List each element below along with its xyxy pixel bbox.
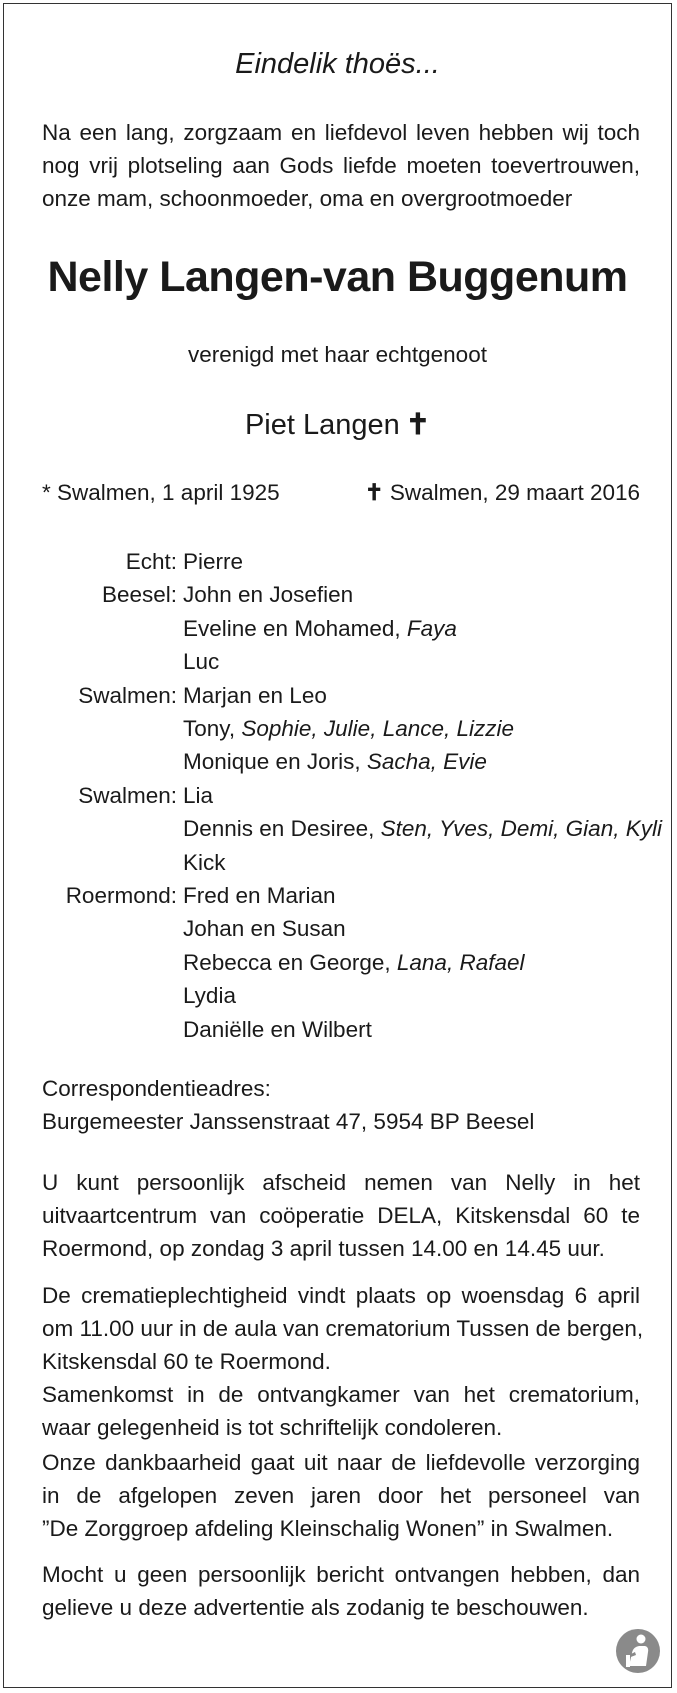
family-members: Lia — [183, 782, 214, 808]
farewell-line: Roermond, op zondag 3 april tussen 14.00 en 14.45 uur. — [42, 1236, 605, 1261]
family-place — [42, 712, 177, 745]
family-members: Johan en Susan — [183, 916, 346, 942]
family-names — [177, 545, 243, 578]
gratitude-line: in de afgelopen zeven jaren door het personeel van — [42, 1483, 640, 1508]
correspondence-address: Burgemeester Janssenstraat 47, 5954 BP Beesel — [42, 1109, 535, 1134]
family-place — [42, 912, 177, 945]
family-grandchildren: Sophie, Julie, Lance, Lizzie — [241, 716, 515, 742]
family-grandchildren: Sacha, Evie — [366, 749, 487, 775]
gratitude-paragraph — [42, 1446, 640, 1545]
spouse-name: Piet Langen — [244, 409, 400, 441]
intro-line: onze mam, schoonmoeder, oma en overgrootmoeder — [42, 186, 573, 211]
family-names — [177, 846, 226, 879]
family-place — [42, 1013, 177, 1046]
family-row — [42, 745, 642, 778]
family-members: Pierre — [183, 549, 244, 574]
family-row — [42, 679, 642, 712]
cremation-paragraph — [42, 1279, 644, 1444]
family-members: Monique en Joris, — [183, 749, 367, 775]
family-place: Swalmen: — [78, 782, 177, 808]
family-members: Dennis en Desiree, — [183, 816, 381, 842]
family-row — [42, 545, 642, 578]
gratitude-line: Onze dankbaarheid gaat uit naar de liefdevolle verzorging — [42, 1450, 640, 1475]
family-place — [42, 846, 177, 879]
family-place: Beesel: — [101, 582, 177, 608]
family-grandchildren: Lana, Rafael — [396, 949, 525, 975]
farewell-line: uitvaartcentrum van coöperatie DELA, Kitskensdal 60 te — [42, 1203, 640, 1228]
closing-line: Mocht u geen persoonlijk bericht ontvangen hebben, dan — [42, 1562, 640, 1587]
gathering-line: waar gelegenheid is tot schriftelijk condoleren. — [42, 1415, 503, 1440]
obituary-card — [3, 3, 672, 1688]
family-place: Roermond: — [65, 883, 177, 909]
cross-icon: ✝ — [405, 409, 431, 441]
family-grandchildren: Faya — [406, 615, 457, 641]
memorial-logo-icon — [615, 1628, 661, 1674]
spouse — [4, 407, 671, 442]
cremation-line: De crematieplechtigheid vindt plaats op woensdag 6 april — [42, 1283, 640, 1308]
family-members: Lydia — [183, 983, 236, 1009]
family-members: Luc — [183, 649, 220, 675]
intro-paragraph — [42, 116, 640, 215]
family-place — [42, 812, 177, 845]
family-row — [42, 645, 642, 678]
deceased-name: Nelly Langen-van Buggenum — [47, 253, 628, 301]
farewell-paragraph — [42, 1166, 640, 1265]
family-members: Kick — [183, 849, 226, 875]
family-grandchildren: Sten, Yves, Demi, Gian, Kyli — [380, 816, 662, 842]
family-names — [177, 979, 236, 1012]
gathering-line: Samenkomst in de ontvangkamer van het crematorium, — [42, 1382, 640, 1407]
family-place — [42, 946, 177, 979]
family-names — [177, 812, 662, 845]
closing-paragraph — [42, 1558, 640, 1624]
family-members: Daniëlle en Wilbert — [183, 1016, 372, 1042]
intro-line: nog vrij plotseling aan Gods liefde moeten toevertrouwen, — [42, 153, 640, 178]
family-names — [177, 712, 514, 745]
family-names — [177, 679, 327, 712]
correspondence-block — [42, 1072, 640, 1138]
farewell-line: U kunt persoonlijk afscheid nemen van Nelly in het — [42, 1170, 640, 1195]
family-row — [42, 1013, 642, 1046]
family-names — [177, 745, 487, 778]
family-members: Tony, — [183, 716, 242, 742]
family-row — [42, 712, 642, 745]
spouse-intro: verenigd met haar echtgenoot — [188, 342, 487, 367]
family-members: Fred en Marian — [183, 883, 336, 909]
cremation-line: om 11.00 uur in de aula van crematorium Tussen de bergen, — [42, 1316, 644, 1341]
family-row — [42, 912, 642, 945]
family-names — [177, 578, 353, 611]
birth-date: * Swalmen, 1 april 1925 — [42, 480, 280, 505]
family-names — [177, 912, 346, 945]
death-date-group — [365, 480, 640, 506]
family-list — [42, 545, 662, 1046]
family-members: Rebecca en George, — [183, 949, 397, 975]
family-row — [42, 612, 642, 645]
correspondence-label: Correspondentieadres: — [42, 1076, 271, 1101]
family-row — [42, 846, 642, 879]
family-names — [177, 946, 525, 979]
family-members: John en Josefien — [183, 582, 354, 608]
family-row — [42, 779, 642, 812]
family-place — [42, 612, 177, 645]
family-members: Marjan en Leo — [183, 682, 327, 708]
dates-row — [42, 480, 640, 506]
family-row — [42, 578, 642, 611]
family-place: Swalmen: — [78, 682, 177, 708]
family-names — [177, 879, 336, 912]
intro-line: Na een lang, zorgzaam en liefdevol leven hebben wij toch — [42, 120, 640, 145]
family-place — [42, 745, 177, 778]
family-place — [42, 979, 177, 1012]
death-date: Swalmen, 29 maart 2016 — [389, 480, 640, 505]
family-names — [177, 645, 219, 678]
family-row — [42, 946, 642, 979]
death-cross-icon: ✝ — [364, 480, 384, 505]
family-names — [177, 1013, 372, 1046]
closing-line: gelieve u deze advertentie als zodanig te beschouwen. — [42, 1595, 589, 1620]
cremation-line: Kitskensdal 60 te Roermond. — [42, 1349, 331, 1374]
motto: Eindelik thoës... — [235, 48, 440, 80]
family-names — [177, 779, 213, 812]
family-place: Echt: — [125, 549, 177, 574]
family-names — [177, 612, 457, 645]
family-row — [42, 979, 642, 1012]
family-members: Eveline en Mohamed, — [183, 615, 407, 641]
gratitude-line: ”De Zorggroep afdeling Kleinschalig Wonen” in Swalmen. — [42, 1516, 614, 1541]
family-row — [42, 879, 642, 912]
family-place — [42, 645, 177, 678]
family-row — [42, 812, 662, 845]
